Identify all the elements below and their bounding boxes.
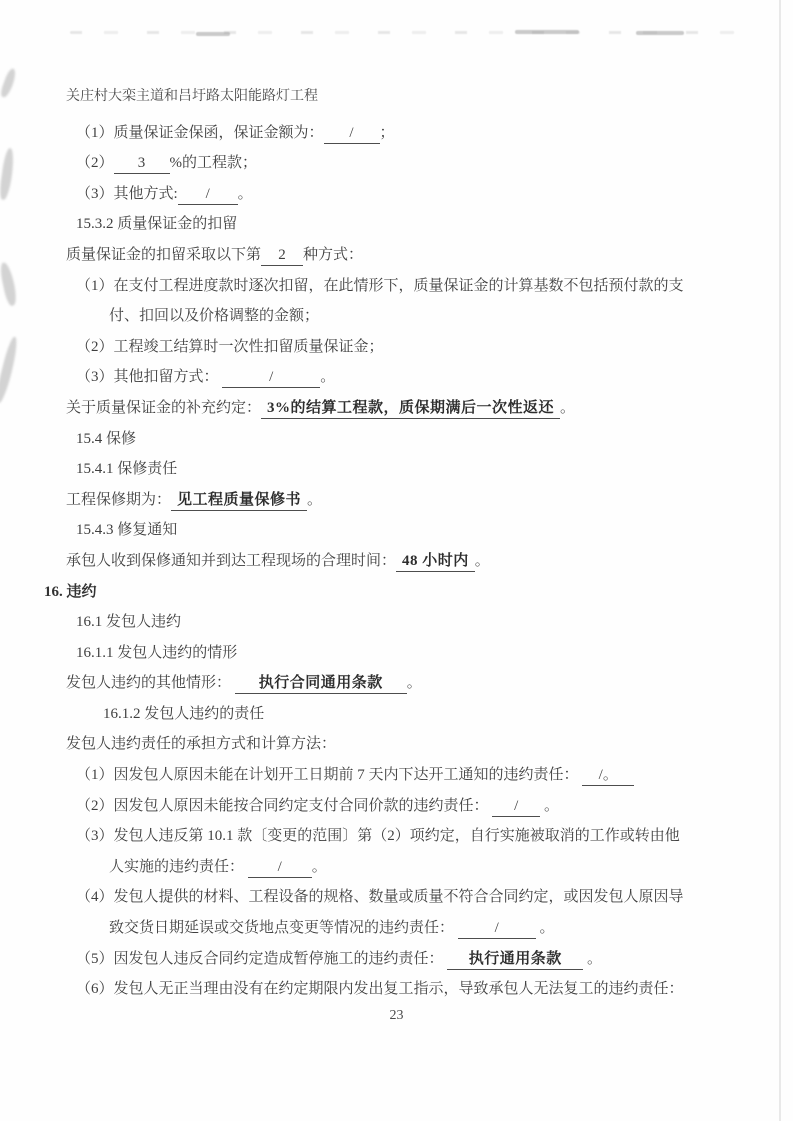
- doc-line: [0, 148, 793, 179]
- blank-fill: /: [492, 797, 540, 817]
- doc-line: [0, 760, 793, 791]
- doc-line: [0, 301, 793, 332]
- blank-fill: 48 小时内: [396, 552, 475, 572]
- line-text: 16.1.2 发包人违约的责任: [103, 705, 265, 722]
- line-text: 16. 违约: [44, 583, 97, 600]
- line-text: （3）其他扣留方式：: [76, 369, 223, 386]
- line-text: 15.4 保修: [76, 430, 137, 447]
- doc-line: [0, 821, 793, 852]
- doc-line: [0, 271, 793, 302]
- blank-fill: /。: [582, 766, 634, 786]
- line-text: 。: [540, 797, 560, 814]
- line-text: 16.1 发包人违约: [76, 614, 182, 631]
- line-text: 关于质量保证金的补充约定：: [66, 399, 262, 416]
- line-text: （2）: [76, 155, 114, 172]
- line-text: 。: [474, 552, 490, 569]
- blank-fill: /: [324, 124, 380, 144]
- line-text: （3）发包人违反第 10.1 款〔变更的范围〕第（2）项约定，自行实施被取消的工作或转由他: [76, 828, 680, 845]
- line-text: 。: [307, 491, 323, 508]
- line-text: （1）因发包人原因未能在计划开工日期前 7 天内下达开工通知的违约责任：: [76, 767, 583, 784]
- line-text: （4）发包人提供的材料、工程设备的规格、数量或质量不符合合同约定，或因发包人原因导: [76, 889, 684, 906]
- blank-fill: /: [248, 858, 312, 878]
- line-text: 。: [583, 950, 603, 967]
- line-text: 致交货日期延误或交货地点变更等情况的违约责任：: [109, 920, 458, 937]
- line-text: （3）其他方式:: [76, 185, 178, 202]
- line-text: 发包人违约责任的承担方式和计算方法：: [66, 736, 337, 753]
- blank-fill: 3: [114, 154, 170, 174]
- line-text: 15.4.3 修复通知: [76, 522, 178, 539]
- doc-line: [0, 638, 793, 669]
- doc-line: [0, 485, 793, 516]
- scan-smudge: [636, 31, 684, 35]
- blank-fill: 执行合同通用条款: [235, 674, 407, 694]
- doc-line: [0, 240, 793, 271]
- doc-line: [0, 852, 793, 883]
- line-text: 承包人收到保修通知并到达工程现场的合理时间：: [66, 552, 397, 569]
- doc-line: [0, 729, 793, 760]
- line-text: 人实施的违约责任：: [109, 858, 248, 875]
- blank-fill: /: [178, 185, 238, 205]
- line-text: 。: [237, 185, 253, 202]
- blank-fill: /: [458, 919, 536, 939]
- line-text: 质量保证金的扣留采取以下第: [66, 246, 262, 263]
- doc-line: [0, 332, 793, 363]
- line-text: （6）发包人无正当理由没有在约定期限内发出复工指示，导致承包人无法复工的违约责任：: [76, 981, 684, 998]
- line-text: （2）因发包人原因未能按合同约定支付合同价款的违约责任：: [76, 797, 493, 814]
- line-text: 15.4.1 保修责任: [76, 461, 178, 478]
- scan-smudge: [515, 30, 579, 34]
- line-text: （5）因发包人违反合同约定造成暂停施工的违约责任：: [76, 950, 448, 967]
- doc-line: [0, 791, 793, 822]
- blank-fill: 3%的结算工程款，质保期满后一次性返还: [261, 399, 560, 419]
- line-text: （2）工程竣工结算时一次性扣留质量保证金；: [76, 338, 384, 355]
- page-number: 23: [389, 1008, 404, 1023]
- doc-line: [0, 944, 793, 975]
- document-title: 关庄村大栾主道和吕圩路太阳能路灯工程: [66, 89, 318, 104]
- doc-line: [0, 179, 793, 210]
- doc-line: [0, 362, 793, 393]
- scan-smudge: [196, 32, 230, 36]
- doc-line: [0, 118, 793, 149]
- doc-line: [0, 913, 793, 944]
- line-text: 。: [320, 369, 336, 386]
- doc-line: [0, 577, 793, 608]
- blank-fill: 见工程质量保修书: [171, 491, 307, 511]
- line-text: 16.1.1 发包人违约的情形: [76, 644, 238, 661]
- doc-line: [0, 882, 793, 913]
- line-text: （1）在支付工程进度款时逐次扣留，在此情形下，质量保证金的计算基数不包括预付款的支: [76, 277, 684, 294]
- line-text: 15.3.2 质量保证金的扣留: [76, 216, 238, 233]
- line-text: 发包人违约的其他情形：: [66, 675, 235, 692]
- line-text: 。: [311, 858, 327, 875]
- blank-fill: /: [222, 368, 320, 388]
- doc-line: [0, 393, 793, 424]
- document-body: [0, 82, 793, 1005]
- line-text: ；: [379, 124, 395, 141]
- doc-line: [0, 699, 793, 730]
- line-text: 。: [535, 920, 555, 937]
- line-text: （1）质量保证金保函，保证金额为：: [76, 124, 324, 141]
- doc-line: [0, 607, 793, 638]
- doc-line: [0, 424, 793, 455]
- doc-line: [0, 668, 793, 699]
- line-text: 。: [406, 675, 422, 692]
- doc-line: [0, 209, 793, 240]
- doc-line: [0, 454, 793, 485]
- line-text: 。: [560, 399, 576, 416]
- line-text: 付、扣回以及价格调整的金额；: [109, 308, 320, 325]
- blank-fill: 执行通用条款: [447, 950, 583, 970]
- line-text: 工程保修期为：: [66, 491, 172, 508]
- line-text: %的工程款；: [169, 155, 258, 172]
- doc-line: [0, 515, 793, 546]
- line-text: 种方式：: [303, 246, 364, 263]
- doc-line: [0, 974, 793, 1005]
- doc-line: [0, 546, 793, 577]
- blank-fill: 2: [261, 246, 303, 266]
